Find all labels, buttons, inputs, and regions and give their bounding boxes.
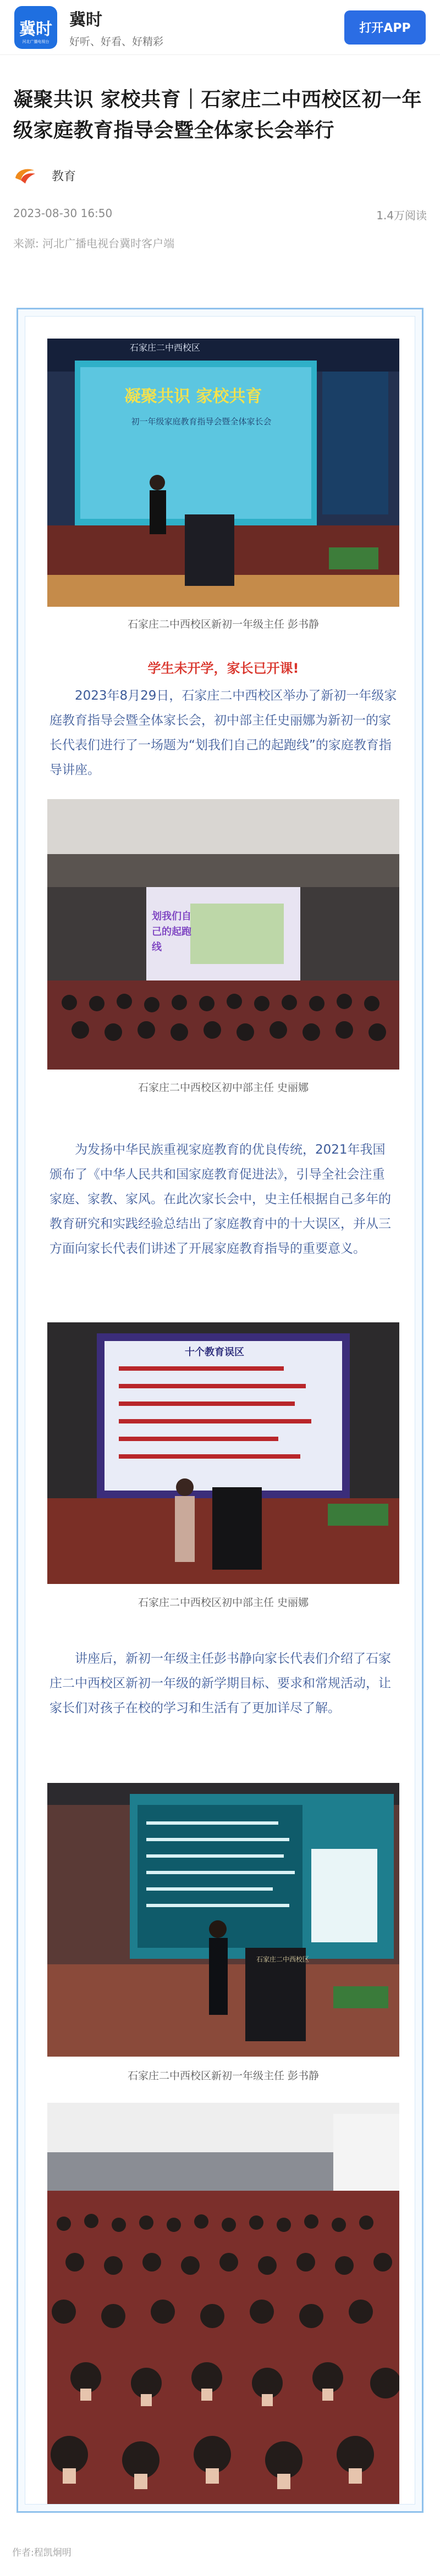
photo4-podium-banner: 石家庄二中西校区 [256, 1955, 310, 1963]
photo1-slide-subtitle: 初一年级家庭教育指导会暨全体家长会 [131, 417, 272, 426]
photo-caption-3: 石家庄二中西校区初中部主任 史丽娜 [138, 1597, 309, 1609]
education-channel-icon[interactable] [13, 166, 37, 185]
paragraph-2: 为发扬中华民族重视家庭教育的优良传统，2021年我国颁布了《中华人民共和国家庭教育促进法》，引导全社会注重家庭、家教、家风。在此次家长会中，史主任根据自己多年的教育研究和实践经验总结出了家庭教育中的十大误区，并从三方面向家长代表们讲述了开展家庭教育指导的重要意义。 [50, 1143, 391, 1256]
logo-subtext: 河北广播电视台 [22, 39, 50, 44]
photo-speaker-shilina-auditorium[interactable] [47, 799, 399, 1070]
photo-caption-1: 石家庄二中西校区新初一年级主任 彭书静 [127, 618, 320, 630]
app-header [0, 0, 440, 55]
article-footer-author: 作者:程凯炯明 [12, 2547, 72, 2558]
app-logo [14, 6, 57, 49]
article-body [25, 316, 415, 2505]
photo-speaker-shilina-slide[interactable] [47, 1322, 399, 1584]
article-source: 来源: 河北广播电视台冀时客户端 [13, 237, 175, 250]
paragraph-1: 2023年8月29日，石家庄二中西校区举办了新初一年级家庭教育指导会暨全体家长会，初中部主任史丽娜为新初一的家长代表们进行了一场题为“划我们自己的起跑线”的家庭教育指导讲座。 [50, 689, 397, 777]
photo-speaker-pengshujing-1[interactable] [47, 339, 399, 607]
photo-parents-audience[interactable] [47, 2103, 399, 2504]
photo-speaker-pengshujing-2[interactable] [47, 1783, 399, 2057]
brand-slogan: 好听、好看、好精彩 [69, 36, 164, 48]
photo1-slide-title: 凝聚共识 家校共育 [124, 387, 262, 406]
author-name[interactable]: 教育 [52, 169, 76, 184]
article-title: 凝聚共识 家校共育｜石家庄二中西校区初一年级家庭教育指导会暨全体家长会举行 [13, 88, 422, 142]
lead-text: 学生未开学，家长已开课! [147, 661, 299, 676]
photo3-slide-title: 十个教育误区 [185, 1347, 244, 1358]
article-body-frame [16, 308, 424, 2513]
photo-caption-4: 石家庄二中西校区新初一年级主任 彭书静 [127, 2070, 320, 2082]
brand-name: 冀时 [69, 10, 102, 30]
brand-block [69, 6, 344, 48]
author-row [13, 166, 427, 185]
logo-text: 冀时 [19, 19, 52, 39]
photo2-slide-title: 划我们自己的起跑线 [152, 911, 191, 953]
view-count: 1.4万阅读 [376, 209, 427, 222]
photo1-banner: 石家庄二中西校区 [130, 342, 201, 353]
publish-datetime: 2023-08-30 16:50 [13, 207, 113, 220]
paragraph-3: 讲座后，新初一年级主任彭书静向家长代表们介绍了石家庄二中西校区新初一年级的新学期目标、要求和常规活动，让家长们对孩子在校的学习和生活有了更加详尽了解。 [50, 1652, 391, 1715]
photo-caption-2: 石家庄二中西校区初中部主任 史丽娜 [138, 1082, 309, 1094]
open-app-button[interactable]: 打开APP [344, 10, 426, 45]
meta-row [13, 207, 427, 223]
